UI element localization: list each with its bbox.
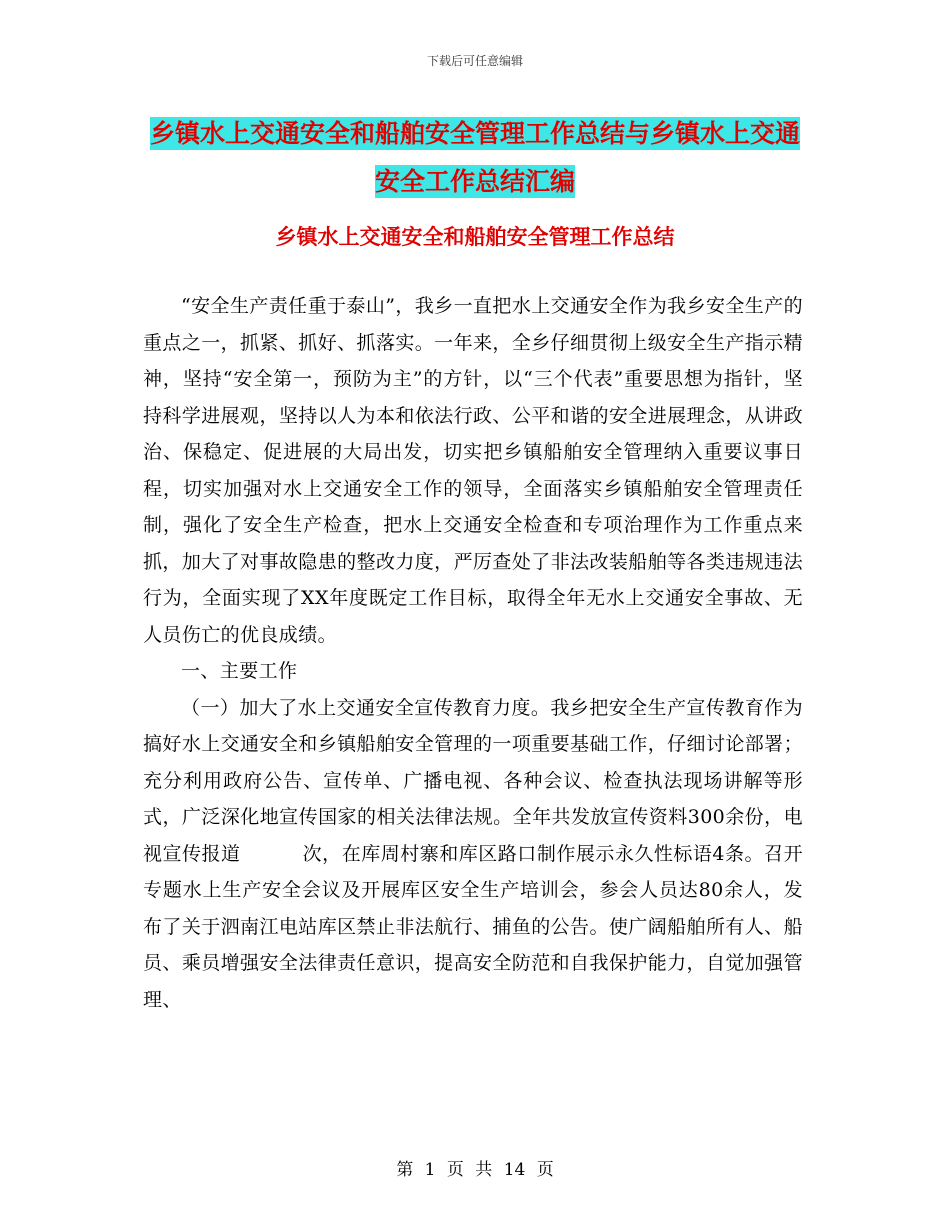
paragraph-publicity-part-a: （一）加大了水上交通安全宣传教育力度。我乡把安全生产宣传教育作为搞好水上交通安全和乡镇船舶安全管理的一项重要基础工作，仔细讨论部署；充分利用政府公告、宣传单、广播电视、各种会议、检查执法现场讲解等形式，广泛深化地宣传国家的相关法律法规。全年共发放宣传资料300余份，电视宣传报道 xyxy=(143,696,803,865)
document-title xyxy=(140,110,810,206)
page-header-note: 下载后可任意编辑 xyxy=(426,54,523,68)
heading-main-work: 一、主要工作 xyxy=(181,660,298,682)
paragraph-publicity xyxy=(143,690,803,1019)
section-title: 乡镇水上交通安全和船舶安全管理工作总结 xyxy=(275,225,675,249)
document-title-text: 乡镇水上交通安全和船舶安全管理工作总结与乡镇水上交通安全工作总结汇编 xyxy=(149,119,800,196)
document-body xyxy=(143,288,803,1018)
paragraph-publicity-part-b: 次，在库周村寨和库区路口制作展示永久性标语4条。召开专题水上生产安全会议及开展库区安全生产培训会，参会人员达80余人，发布了关于泗南江电站库区禁止非法航行、捕鱼的公告。使广阔船舶所有人、船员、乘员增强安全法律责任意识，提高安全防范和自我保护能力，自觉加强管理、 xyxy=(143,842,803,1011)
page-number: 第 1 页 共 14 页 xyxy=(396,1160,554,1180)
paragraph-intro: “安全生产责任重于泰山”，我乡一直把水上交通安全作为我乡安全生产的重点之一，抓紧、抓好、抓落实。一年来，全乡仔细贯彻上级安全生产指示精神，坚持“安全第一，预防为主”的方针，以“三个代表”重要思想为指针，坚持科学进展观，坚持以人为本和依法行政、公平和谐的安全进展理念，从讲政治、保稳定、促进展的大局出发，切实把乡镇船舶安全管理纳入重要议事日程，切实加强对水上交通安全工作的领导，全面落实乡镇船舶安全管理责任制，强化了安全生产检查，把水上交通安全检查和专项治理作为工作重点来抓，加大了对事故隐患的整改力度，严厉查处了非法改装船舶等各类违规违法行为，全面实现了XX年度既定工作目标，取得全年无水上交通安全事故、无人员伤亡的优良成绩。 xyxy=(143,295,803,646)
